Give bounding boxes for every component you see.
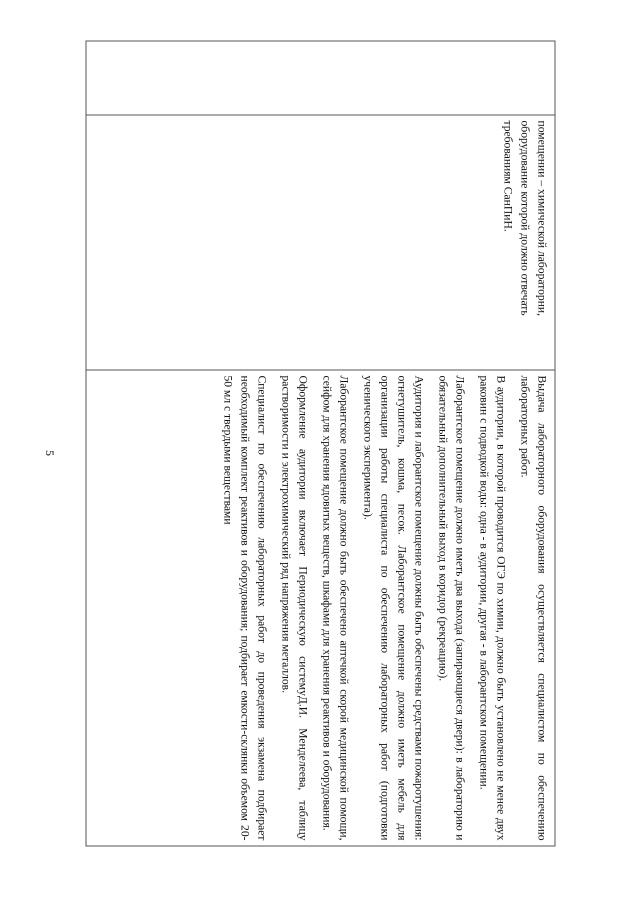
- paragraph-specialist: Специалист по обеспечению лабораторных работ до проведения экзамена подбирает необходимый комплект реактивов и оборудования; подбирает емкости-склянки объемом 20-50 мл с твердыми веществами: [221, 375, 268, 841]
- paragraph-sinks: В аудитории, в которой проводится ОГЭ по химии, должно быть установлено не менее двух раковин с подводкой воды: одна - в аудитории, другая - в лаборантском помещении.: [477, 375, 507, 841]
- paragraph-equipment-issue: Выдача лабораторного оборудования осуществляется специалистом по обеспечению лабораторных работ.: [518, 375, 548, 841]
- paragraph-fire-safety: Аудитория и лаборантское помещение должны быть обеспечены средствами пожаротушения: огнетушитель, кошма, песок. Лаборантское помещение должно иметь мебель для организации работы специалиста по обеспечению лабораторных работ (подготовки ученического эксперимента).: [361, 375, 425, 841]
- paragraph-decoration: Оформление аудитории включает Периодическую системуД.И. Менделеева, таблицу растворимости и электрохимический ряд напряжения металлов.: [279, 375, 309, 841]
- rotated-page-content: [85, 41, 555, 846]
- requirement-cell: [86, 115, 555, 370]
- description-cell: [86, 370, 555, 846]
- paragraph-exits: Лаборантское помещение должно иметь два выхода (запирающиеся двери): в лабораторию и обязательный дополнительный выход в коридор (рекреацию).: [436, 375, 466, 841]
- requirement-text: помещении – химической лабораторни, оборудование которой должно отвечать требованиям СанПиН.: [501, 120, 548, 317]
- table-row: [86, 41, 555, 846]
- page-number: 5: [43, 450, 57, 456]
- number-cell: [86, 41, 555, 115]
- requirements-table: [85, 41, 555, 847]
- paragraph-first-aid: Лаборантское помещение должно быть обеспечено аптечкой скорой медицинской помощи, сейфом для хранения ядовитых веществ, шкафами для хранения реактивов и оборудования.: [320, 375, 350, 841]
